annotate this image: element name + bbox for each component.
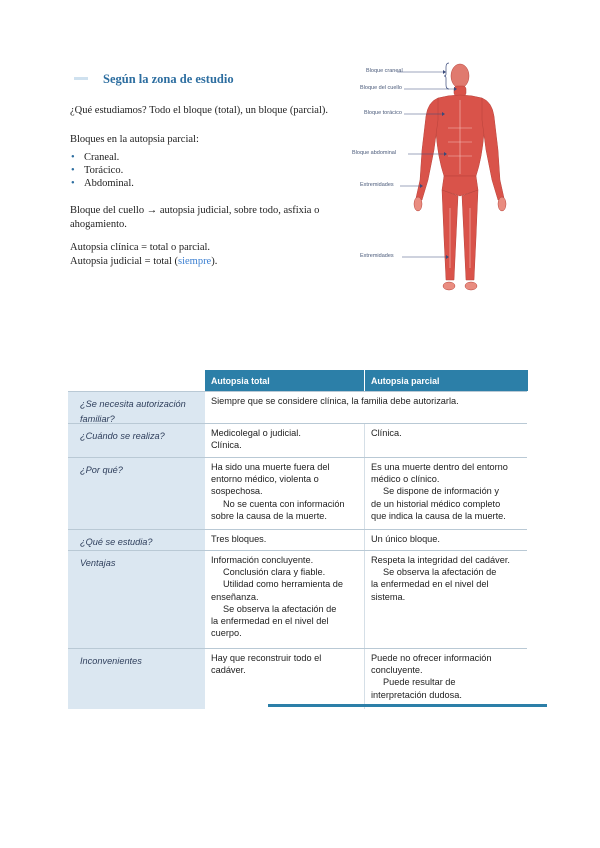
row-label: ¿Se necesita autorización familiar?: [68, 392, 205, 423]
cell-total: Ha sido una muerte fuera del entorno médico, violenta o sospechosa. No se cuenta con información sobre la causa de la muerte.: [211, 462, 345, 521]
label-abdominal: Bloque abdominal: [352, 150, 397, 156]
table-row: [68, 457, 527, 529]
cell-partial: Puede no ofrecer información concluyente. Puede resultar de interpretación dudosa.: [364, 649, 527, 709]
autopsy-comparison-table: [68, 370, 527, 709]
row-label: Inconvenientes: [68, 649, 205, 709]
header-partial: Autopsia parcial: [364, 370, 528, 391]
bullet-icon: •: [71, 152, 75, 163]
header-total: Autopsia total: [205, 370, 364, 391]
cell-partial: Es una muerte dentro del entorno médico o clínico. Se dispone de información y de un historial médico completo que indica la causa de la muerte.: [364, 458, 527, 529]
row-label: ¿Por qué?: [68, 458, 205, 529]
label-lower-limbs: Extremidades: [360, 253, 394, 259]
anatomy-figure: [350, 58, 540, 306]
row-label: ¿Qué se estudia?: [68, 530, 205, 550]
clinical-note: Autopsia clínica = total o parcial.: [70, 242, 211, 253]
list-item: • Craneal.: [71, 152, 120, 163]
blocks-heading: Bloques en la autopsia parcial:: [70, 134, 199, 145]
table-row: [68, 529, 527, 550]
table-bottom-rule: [268, 704, 547, 707]
section-marker: [74, 77, 88, 80]
cell-total: Tres bloques.: [211, 534, 267, 544]
cell-partial: Respeta la integridad del cadáver. Se observa la afectación de la enfermedad en el nivel del sistema.: [364, 551, 527, 648]
table-row: [68, 391, 527, 423]
table-row: [68, 648, 527, 709]
blocks-list: [70, 151, 134, 190]
row-label: Ventajas: [68, 551, 205, 648]
label-neck: Bloque del cuello: [360, 85, 402, 91]
label-cranial: Bloque craneal: [366, 68, 403, 74]
intro-question: ¿Qué estudiamos? Todo el bloque (total), un bloque (parcial).: [70, 105, 328, 116]
cell-total: Información concluyente. Conclusión clara y fiable. Utilidad como herramienta de enseñanza. Se observa la afectación de la enfermedad en el nivel del cuerpo.: [211, 555, 344, 639]
bullet-icon: •: [71, 165, 75, 176]
section-title: Según la zona de estudio: [103, 72, 234, 86]
label-upper-limbs: Extremidades: [360, 182, 394, 188]
bullet-icon: •: [71, 178, 75, 189]
table-row: [68, 550, 527, 648]
cell-both: Siempre que se considere clínica, la familia debe autorizarla.: [211, 396, 459, 406]
label-thoracic: Bloque torácico: [364, 110, 402, 116]
list-item: • Abdominal.: [71, 178, 134, 189]
cell-total: Medicolegal o judicial. Clínica.: [211, 428, 301, 451]
neck-note: Bloque del cuello → autopsia judicial, sobre todo, asfixia o ahogamiento.: [70, 205, 320, 230]
row-label: ¿Cuándo se realiza?: [68, 424, 205, 457]
list-item: • Torácico.: [71, 165, 124, 176]
table-row: [68, 423, 527, 457]
table-header: [68, 370, 527, 391]
cell-partial: Un único bloque.: [364, 530, 527, 550]
cell-total: Hay que reconstruir todo el cadáver.: [211, 653, 322, 676]
judicial-note: Autopsia judicial = total (siempre).: [70, 256, 218, 267]
cell-partial: Clínica.: [364, 424, 527, 457]
